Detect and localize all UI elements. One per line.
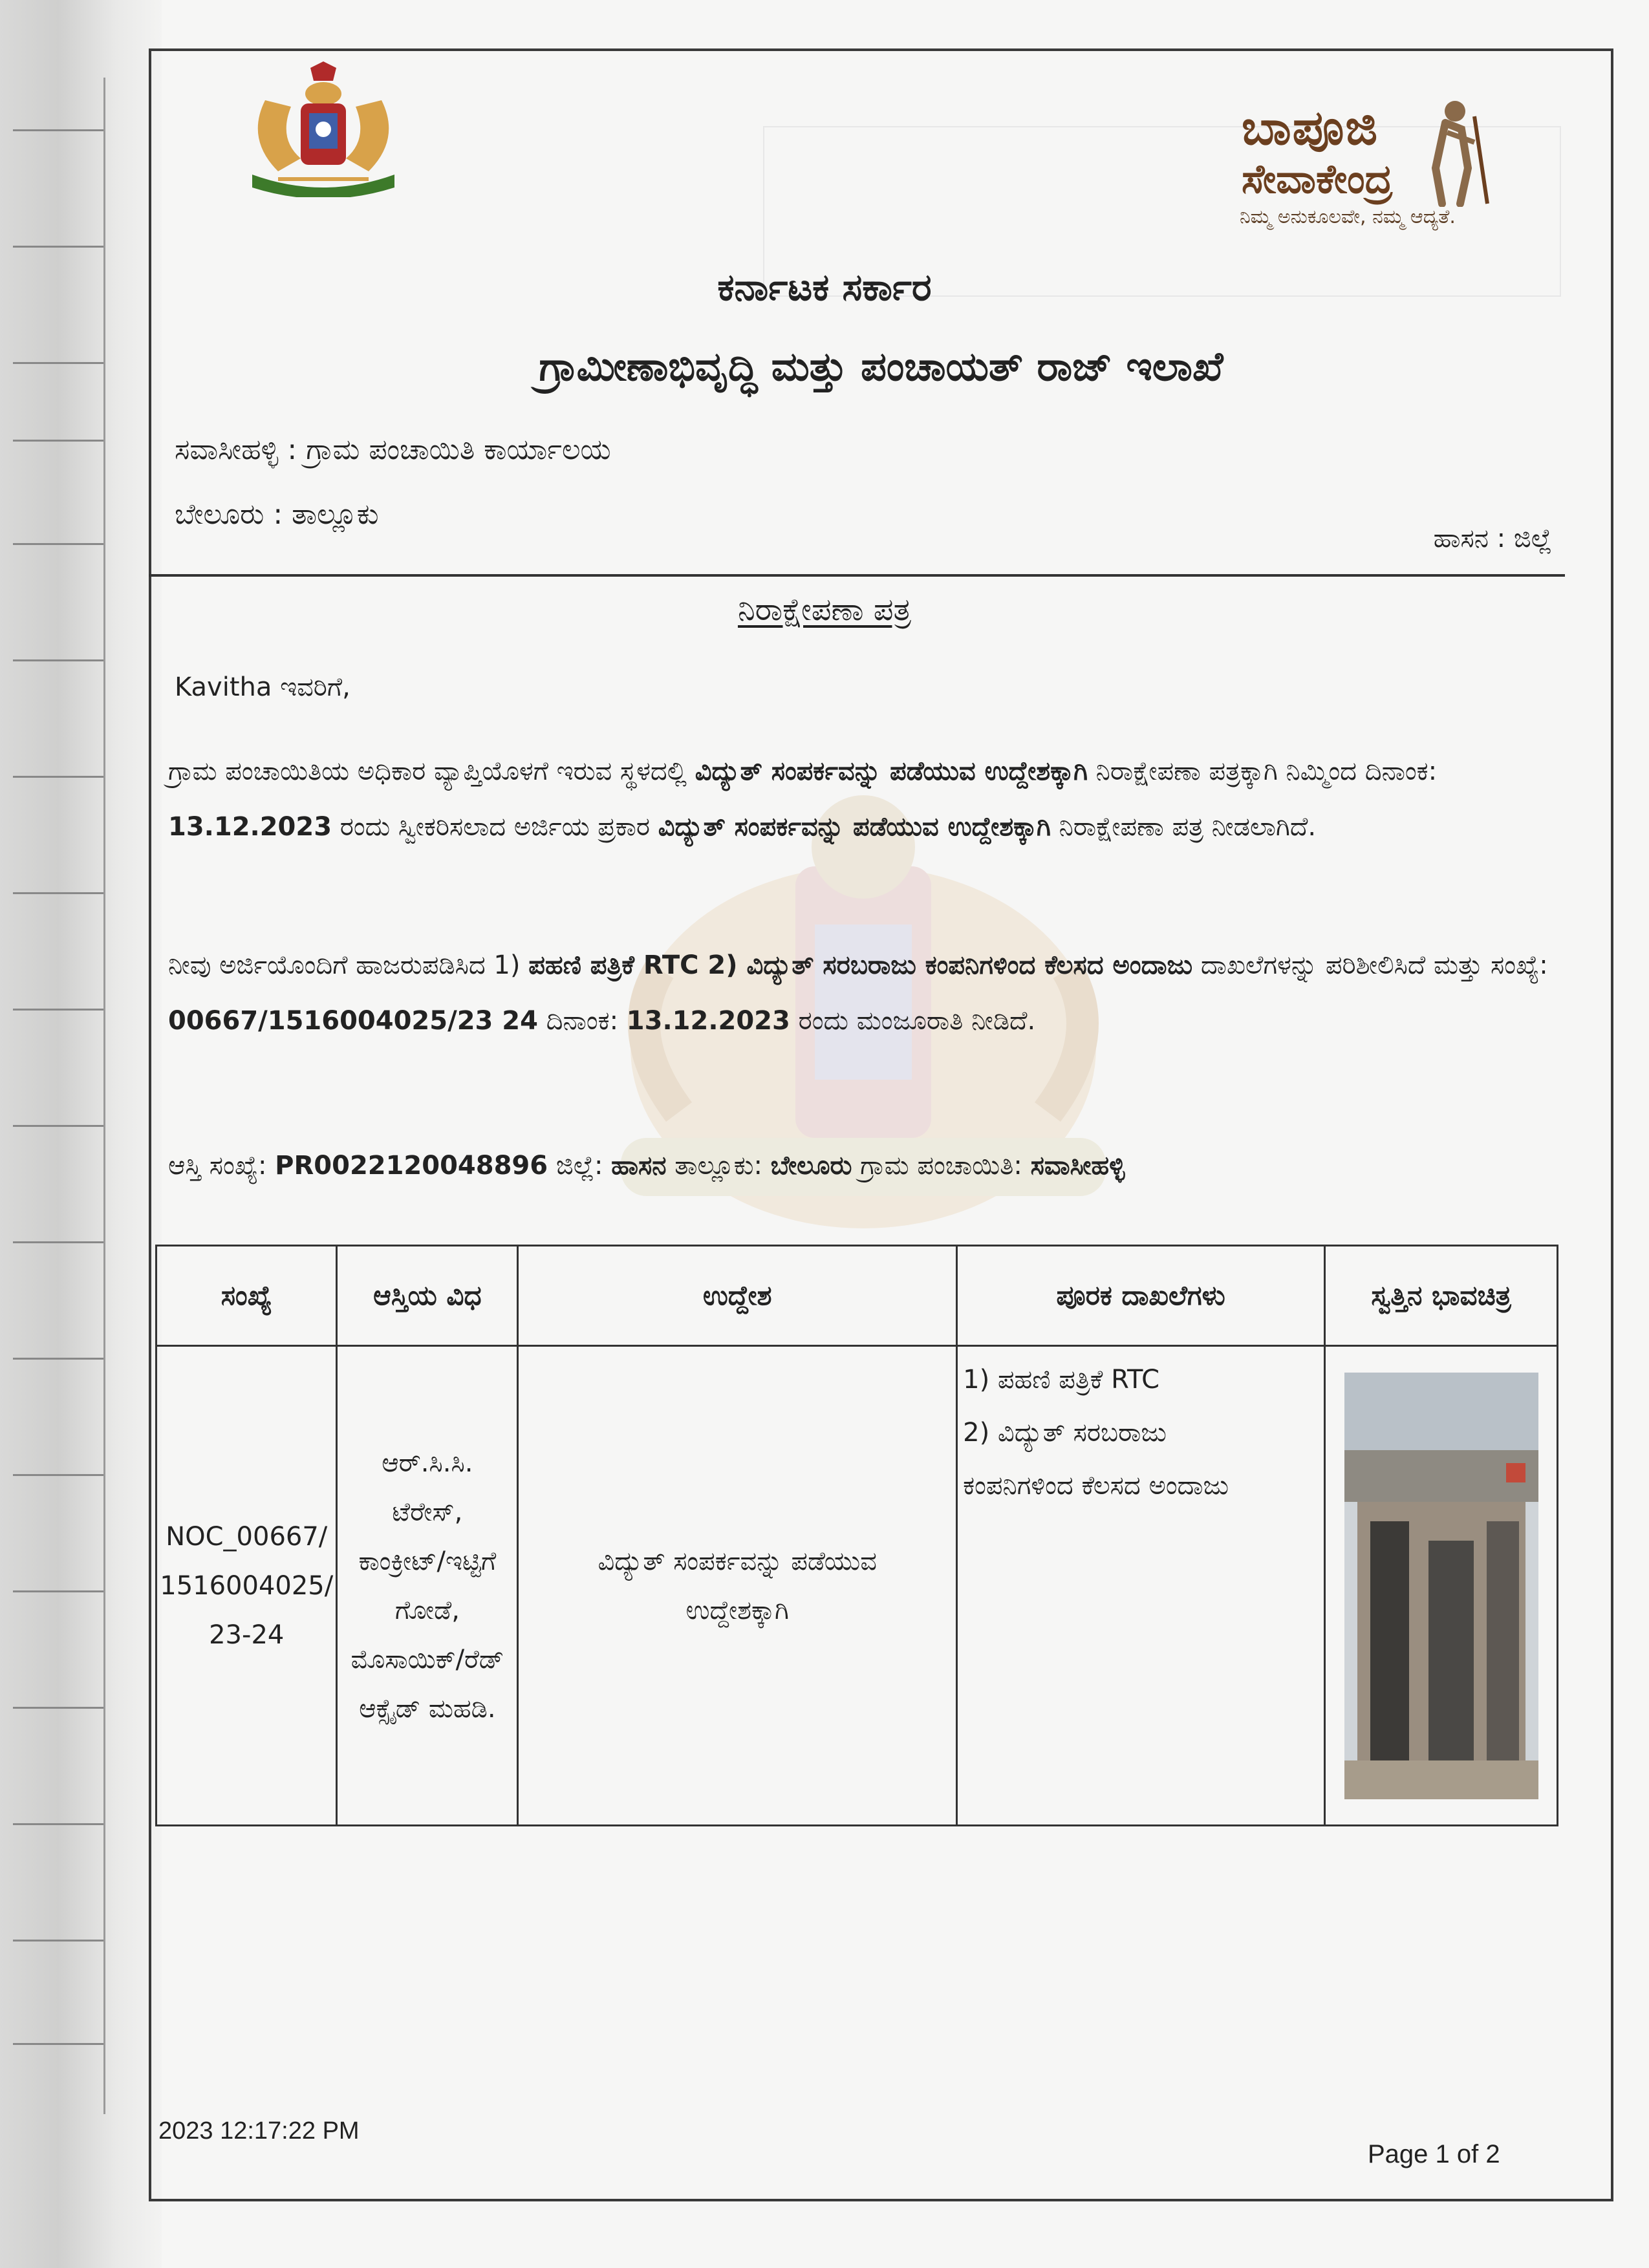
header-property-photo: ಸ್ವತ್ತಿನ ಭಾವಚಿತ್ರ [1325, 1246, 1558, 1346]
government-title: ಕರ್ನಾಟಕ ಸರ್ಕಾರ [717, 265, 932, 309]
header-number: ಸಂಖ್ಯೆ [156, 1246, 337, 1346]
taluk-line: ಬೇಲೂರು : ತಾಲ್ಲೂಕು [175, 498, 379, 531]
department-title: ಗ್ರಾಮೀಣಾಭಿವೃದ್ಧಿ ಮತ್ತು ಪಂಚಾಯತ್ ರಾಜ್ ಇಲಾಖೆ [539, 343, 1223, 390]
table-row [156, 1346, 1558, 1826]
logo-tagline: ನಿಮ್ಮ ಅನುಕೂಲವೇ, ನಮ್ಮ ಆದ್ಯತೆ. [1240, 206, 1456, 228]
cell-supporting-documents [957, 1346, 1325, 1826]
district-line: ಹಾಸನ : ಜಿಲ್ಲೆ [1433, 524, 1552, 553]
cell-property-photo [1325, 1346, 1558, 1826]
print-timestamp: 2023 12:17:22 PM [158, 2117, 360, 2145]
header-supporting-documents: ಪೂರಕ ದಾಖಲೆಗಳು [957, 1246, 1325, 1346]
page-number: Page 1 of 2 [1368, 2140, 1500, 2168]
document-item: 2) ವಿದ್ಯುತ್ ಸರಬರಾಜು [963, 1418, 1167, 1448]
paragraph-application: ಗ್ರಾಮ ಪಂಚಾಯಿತಿಯ ಅಧಿಕಾರ ವ್ಯಾಪ್ತಿಯೊಳಗೆ ಇರುವ ಸ್ಥಳದಲ್ಲಿ ವಿದ್ಯುತ್ ಸಂಪರ್ಕವನ್ನು ಪಡೆಯುವ ಉದ್ದೇಶಕ್ಕಾಗಿ ನಿರಾಕ್ಷೇಪಣಾ ಪತ್ರಕ್ಕಾಗಿ ನಿಮ್ಮಿಂದ ದಿನಾಂಕ: 13.12.2023 ರಂದು ಸ್ವೀಕರಿಸಲಾದ ಅರ್ಜಿಯ ಪ್ರಕಾರ ವಿದ್ಯುತ್ ಸಂಪರ್ಕವನ್ನು ಪಡೆಯುವ ಉದ್ದೇಶಕ್ಕಾಗಿ ನಿರಾಕ್ಷೇಪಣಾ ಪತ್ರ ನೀಡಲಾಗಿದೆ. [168, 756, 1438, 842]
paragraph-documents: ನೀವು ಅರ್ಜಿಯೊಂದಿಗೆ ಹಾಜರುಪಡಿಸಿದ 1) ಪಹಣಿ ಪತ್ರಿಕೆ RTC 2) ವಿದ್ಯುತ್ ಸರಬರಾಜು ಕಂಪನಿಗಳಿಂದ ಕೆಲಸದ ಅಂದಾಜು ದಾಖಲೆಗಳನ್ನು ಪರಿಶೀಲಿಸಿದೆ ಮತ್ತು ಸಂಖ್ಯೆ: 00667/1516004025/23 24 ದಿನಾಂಕ: 13.12.2023 ರಂದು ಮಂಜೂರಾತಿ ನೀಡಿದೆ. [168, 950, 1548, 1036]
cell-purpose: ವಿದ್ಯುತ್ ಸಂಪರ್ಕವನ್ನು ಪಡೆಯುವ ಉದ್ದೇಶಕ್ಕಾಗಿ [518, 1346, 957, 1826]
salutation: Kavitha ಇವರಿಗೆ, [175, 672, 350, 702]
binding-edge [0, 0, 162, 2268]
office-line: ಸವಾಸೀಹಳ್ಳಿ : ಗ್ರಾಮ ಪಂಚಾಯಿತಿ ಕಾರ್ಯಾಲಯ [175, 433, 611, 466]
header-property-type: ಆಸ್ತಿಯ ವಿಧ [337, 1246, 518, 1346]
property-photo [1344, 1373, 1538, 1799]
noc-table [155, 1245, 1558, 1826]
letter-subject: ನಿರಾಕ್ಷೇಪಣಾ ಪತ್ರ [737, 592, 912, 628]
gandhi-figure-icon [1390, 97, 1507, 207]
header-purpose: ಉದ್ದೇಶ [518, 1246, 957, 1346]
table-header-row [156, 1246, 1558, 1346]
header-divider [149, 574, 1565, 577]
paragraph-property-id: ಆಸ್ತಿ ಸಂಖ್ಯೆ: PR0022120048896 ಜಿಲ್ಲೆ: ಹಾಸನ ತಾಲ್ಲೂಕು: ಬೇಲೂರು ಗ್ರಾಮ ಪಂಚಾಯಿತಿ: ಸವಾಸೀಹಳ್ಳಿ [168, 1151, 1125, 1181]
document-item: ಕಂಪನಿಗಳಿಂದ ಕೆಲಸದ ಅಂದಾಜು [963, 1471, 1229, 1501]
logo-title: ಬಾಪೂಜಿ [1242, 100, 1379, 156]
karnataka-emblem-icon [239, 61, 407, 197]
cell-property-type: ಆರ್.ಸಿ.ಸಿ. ಟೆರೇಸ್, ಕಾಂಕ್ರೀಟ್/ಇಟ್ಟಿಗೆ ಗೋಡೆ, ಮೊಸಾಯಿಕ್/ರೆಡ್ ಆಕ್ಸೈಡ್ ಮಹಡಿ. [337, 1346, 518, 1826]
logo-subtitle: ಸೇವಾಕೇಂದ್ರ [1242, 155, 1393, 202]
document-item: 1) ಪಹಣಿ ಪತ್ರಿಕೆ RTC [963, 1365, 1160, 1395]
cell-noc-number: NOC_00667/1516004025/23-24 [156, 1346, 337, 1826]
